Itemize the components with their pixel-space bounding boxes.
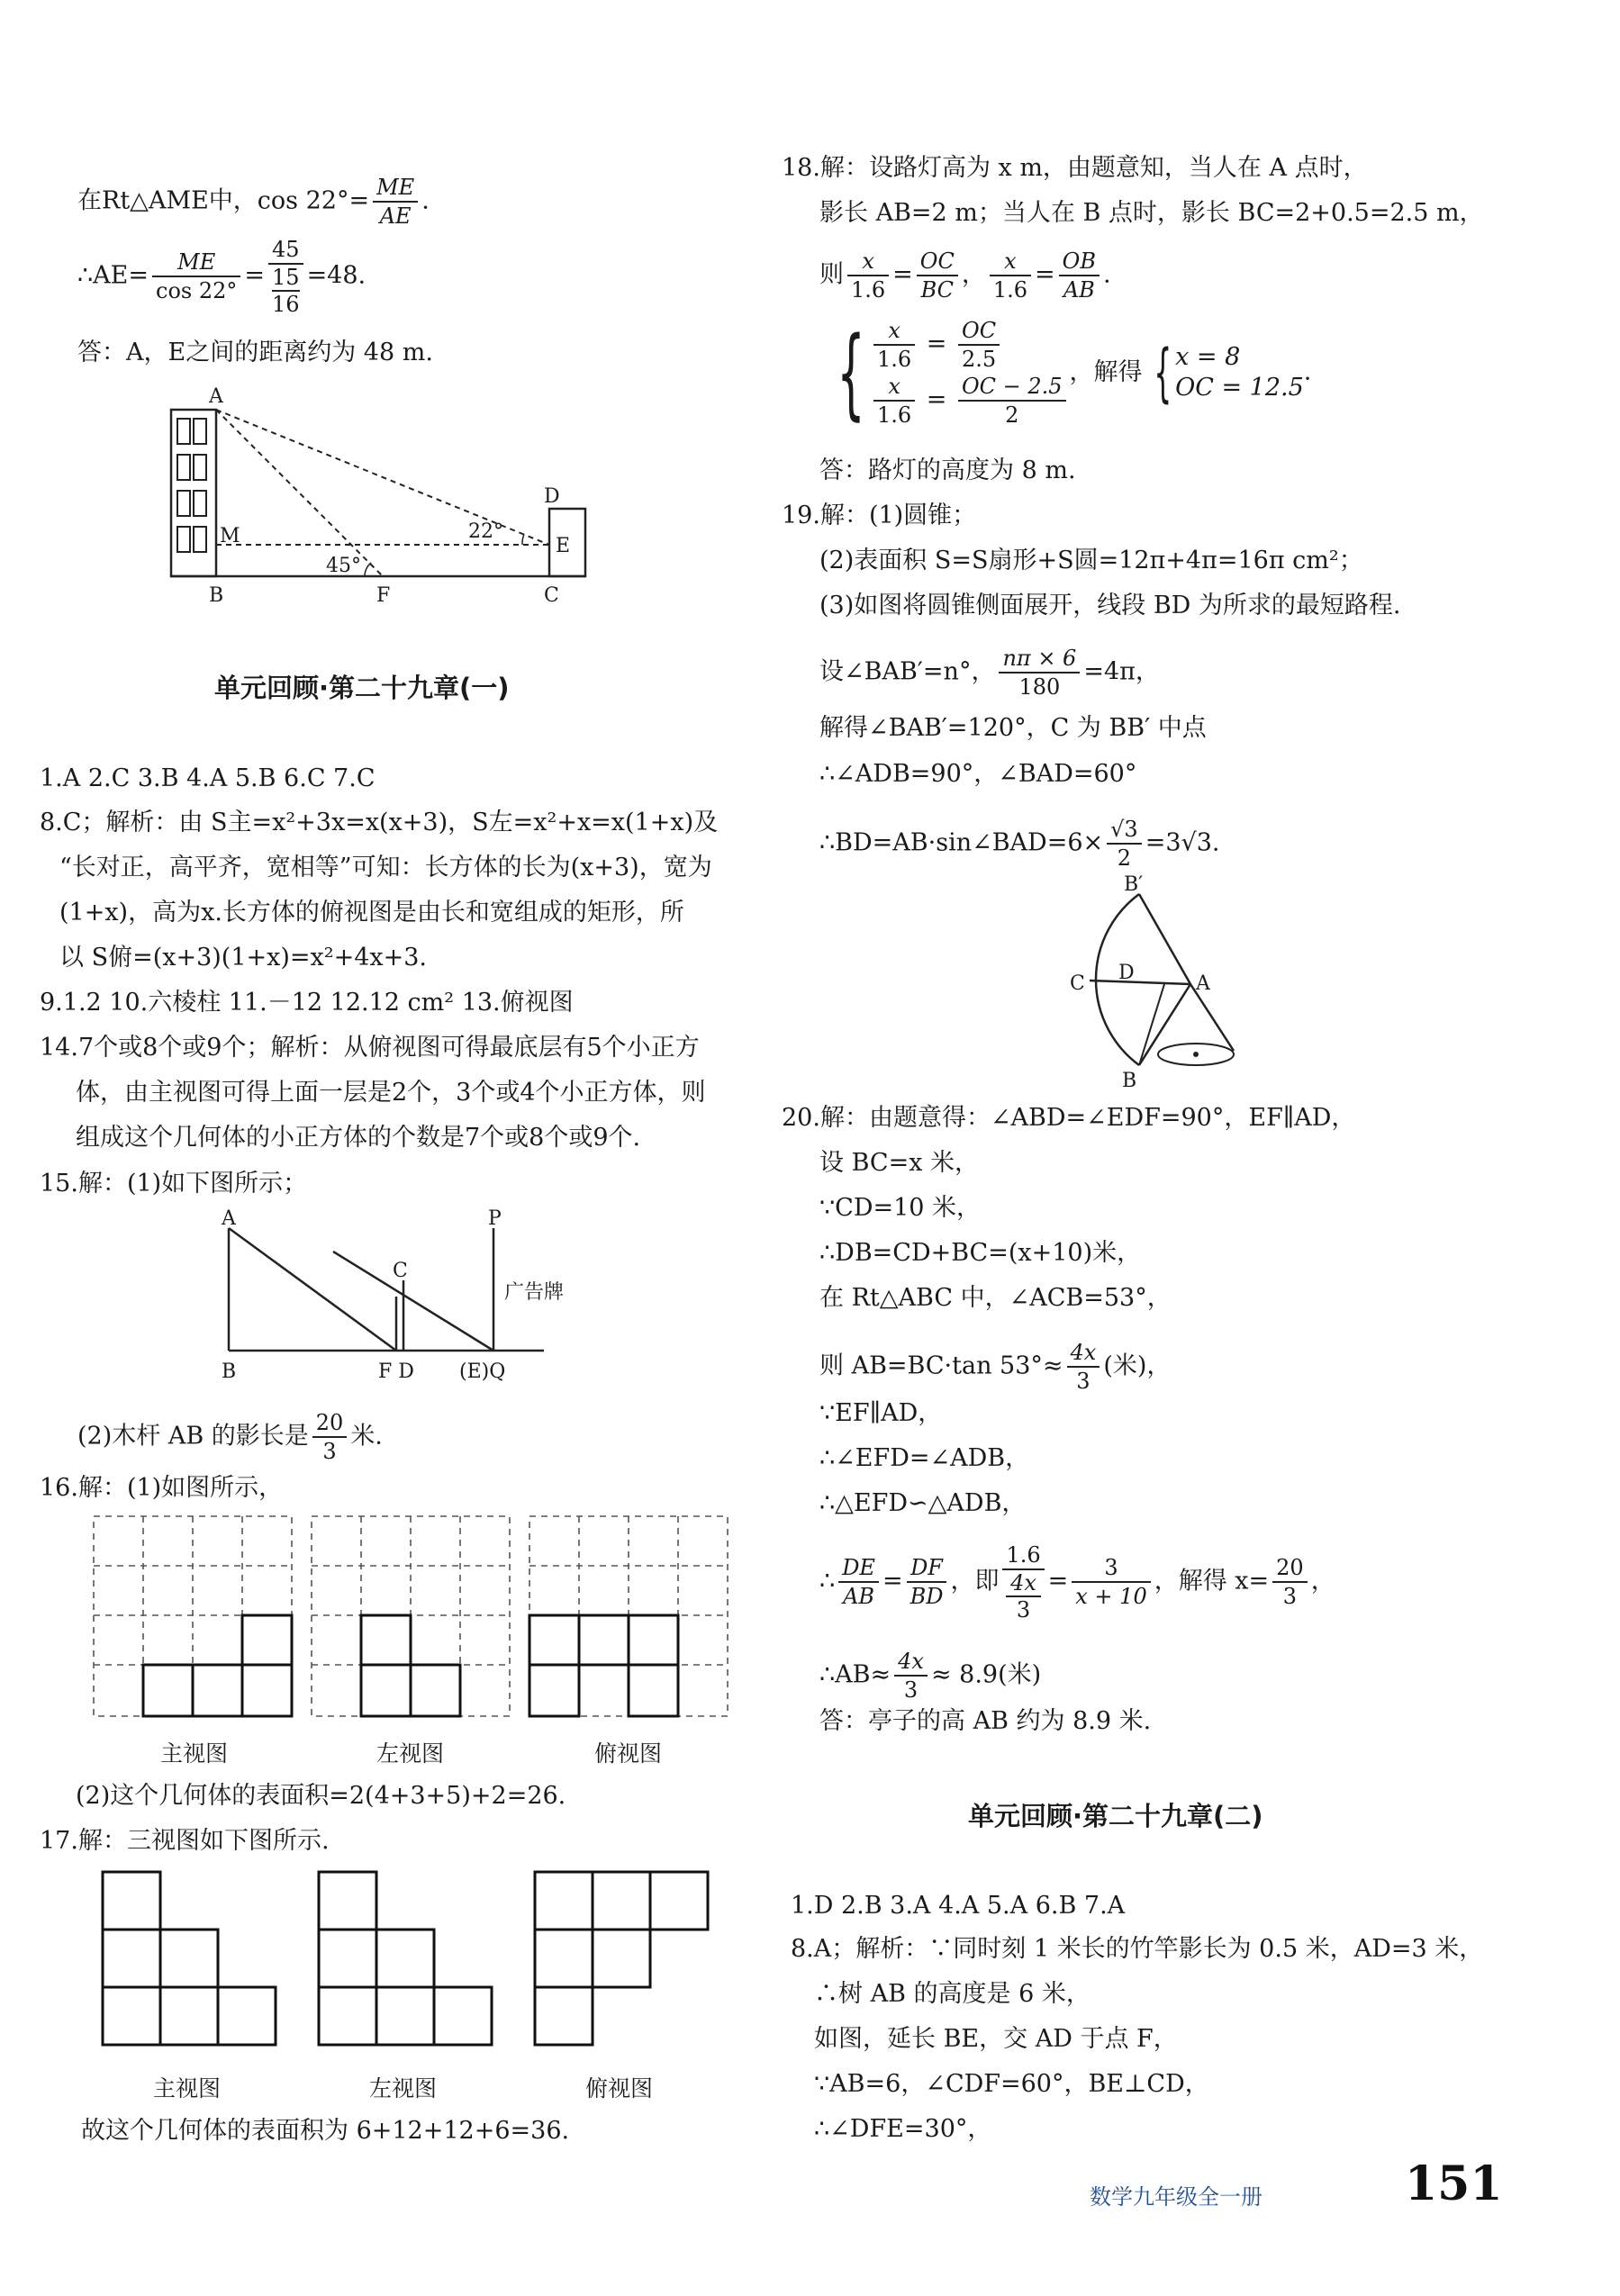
q17-line-a: 17.解：三视图如下图所示. [40, 1827, 330, 1855]
q8-line-c: (1+x)，高为x.长方体的俯视图是由长和宽组成的矩形，所 [59, 899, 684, 927]
fig19-label-D: D [1118, 962, 1135, 984]
fig19-label-C: C [1070, 972, 1085, 995]
p2-q8-line-a: 8.A；解析：∵同时刻 1 米长的竹竿影长为 0.5 米，AD=3 米， [791, 1935, 1484, 1963]
q19-line-f: ∴∠ADB=90°，∠BAD=60° [819, 760, 1137, 788]
left-line-ae: ∴AE= $\frac{ME}{\cos 22^\circ}$ = 45 15 16 =48. [77, 237, 367, 317]
q20-line-h: ∴∠EFD=∠ADB， [819, 1444, 1030, 1472]
q19-line-g: ∴BD=AB·sin∠BAD=6× $\frac{√3}{2}$ =3√3. [819, 817, 1220, 871]
q15-line-b: (2)木杆 AB 的影长是 $\frac{20}{3}$ 米. [77, 1410, 383, 1464]
fig15-label-sign: 广告牌 [504, 1281, 565, 1304]
q20-line-d: ∴DB=CD+BC=(x+10)米， [819, 1239, 1142, 1267]
q18-line-a: 18.解：设路灯高为 x m，由题意知，当人在 A 点时， [782, 154, 1368, 182]
page-number: 151 [1405, 2156, 1503, 2211]
figure-q15-shadow [216, 1207, 567, 1387]
q20-line-c: ∵CD=10 米， [819, 1194, 982, 1222]
answers-9-13: 9.1.2 10.六棱柱 11.－12 12.12 cm² 13.俯视图 [40, 989, 574, 1017]
q20-line-a: 20.解：由题意得：∠ABD=∠EDF=90°，EF∥AD， [782, 1104, 1356, 1132]
fig15-label-FD: F D [378, 1360, 414, 1383]
footer-subject: 数学九年级全一册 [1090, 2184, 1263, 2210]
fig15-label-EQ: (E)Q [459, 1360, 506, 1383]
q17-caption-top: 俯视图 [585, 2075, 654, 2102]
q20-line-b: 设 BC=x 米， [819, 1149, 980, 1177]
q16-caption-front: 主视图 [160, 1740, 229, 1767]
fig1-label-M: M [220, 525, 240, 547]
p2-q8-line-d: ∵AB=6，∠CDF=60°，BE⊥CD， [814, 2070, 1209, 2098]
answers-1-7-a: 1.A 2.C 3.B 4.A 5.B 6.C 7.C [40, 764, 376, 792]
q19-line-d: 设∠BAB′=n°， $\frac{n\pi \times 6}{180}$ =4π， [819, 646, 1160, 700]
q17-three-views [99, 1868, 720, 2048]
section-title-29-2: 单元回顾·第二十九章(二) [968, 1801, 1263, 1831]
q20-line-g: ∵EF∥AD， [819, 1399, 943, 1427]
q16-line-b: (2)这个几何体的表面积=2(4+3+5)+2=26. [76, 1782, 566, 1810]
q19-line-b: (2)表面积 S=S扇形+S圆=12π+4π=16π cm²； [819, 547, 1363, 574]
q20-line-i: ∴△EFD∽△ADB， [819, 1489, 1027, 1517]
left-line-cos22: 在Rt△AME中，cos 22°= $\frac{ME}{AE}$ . [77, 175, 430, 229]
left-answer-48: 答：A，E之间的距离约为 48 m. [77, 339, 433, 366]
fig1-label-F: F [376, 584, 391, 607]
q18-line-b: 影长 AB=2 m；当人在 B 点时，影长 BC=2+0.5=2.5 m， [819, 199, 1484, 227]
q8-line-d: 以 S俯=(x+3)(1+x)=x²+4x+3. [59, 944, 427, 972]
figure-q19-cone [1063, 873, 1243, 1094]
q20-line-k: ∴AB≈ $\frac{4x}{3}$ ≈ 8.9(米) [819, 1649, 1042, 1703]
fig15-label-C: C [393, 1260, 408, 1282]
fig15-label-B: B [222, 1360, 237, 1383]
q19-line-e: 解得∠BAB′=120°，C 为 BB′ 中点 [819, 714, 1207, 742]
q16-caption-top: 俯视图 [594, 1740, 663, 1767]
q18-line-c: 则 $\frac{x}{1.6}$ = $\frac{OC}{BC}$ ， $\frac{x}{1.6}$ = $\frac{OB}{AB}$ . [819, 249, 1111, 303]
q14-line-a: 14.7个或8个或9个；解析：从俯视图可得最底层有5个小正方 [40, 1034, 700, 1062]
fig15-label-A: A [222, 1207, 236, 1230]
fig19-label-A: A [1196, 972, 1210, 995]
fig1-label-E: E [556, 535, 571, 557]
p2-q8-line-e: ∴∠DFE=30°， [814, 2115, 992, 2143]
q16-line-a: 16.解：(1)如图所示， [40, 1474, 284, 1502]
p2-q8-line-c: 如图，延长 BE，交 AD 于点 F， [814, 2025, 1178, 2053]
answers-1-7-b: 1.D 2.B 3.A 4.A 5.A 6.B 7.A [791, 1892, 1126, 1920]
q20-line-j: ∴ $\frac{DE}{AB}$ = $\frac{DF}{BD}$ ，即 1.6 4x 3 = $\frac{3}{x + 10}$ ，解得 x= $\frac{20}{3}$ ， [819, 1542, 1335, 1623]
q14-line-b: 体，由主视图可得上面一层是2个，3个或4个小正方体，则 [76, 1079, 706, 1107]
q14-line-c: 组成这个几何体的小正方体的个数是7个或8个或9个. [76, 1124, 641, 1152]
q18-answer: 答：路灯的高度为 8 m. [819, 456, 1076, 484]
q20-line-e: 在 Rt△ABC 中，∠ACB=53°， [819, 1284, 1172, 1312]
fig1-label-A: A [209, 385, 223, 408]
q8-line-b: “长对正，高平齐，宽相等”可知：长方体的长为(x+3)，宽为 [59, 854, 712, 881]
q19-line-a: 19.解：(1)圆锥； [782, 502, 977, 529]
q20-line-f: 则 AB=BC·tan 53°≈ $\frac{4x}{3}$ (米)， [819, 1340, 1172, 1394]
q16-caption-left: 左视图 [376, 1740, 445, 1767]
p2-q8-line-b: ∴树 AB 的高度是 6 米， [814, 1980, 1091, 2008]
q17-caption-left: 左视图 [369, 2075, 438, 2102]
fig15-label-P: P [488, 1207, 502, 1230]
q8-line-a: 8.C；解析：由 S主=x²+3x=x(x+3)，S左=x²+x=x(1+x)及 [40, 809, 719, 836]
q19-line-c: (3)如图将圆锥侧面展开，线段 BD 为所求的最短路程. [819, 592, 1401, 619]
q18-system: { $\frac{x}{1.6}$ = $\frac{OC}{2.5}$ $\frac{x}{1.6}$ = $\frac{OC - 2.5}{2}$ ，解得 { x = 8 OC = 12.5 . [837, 315, 1312, 430]
fig1-angle-22: 22° [468, 520, 503, 543]
fig1-angle-45: 45° [326, 555, 361, 577]
fig1-label-C: C [544, 584, 559, 607]
q20-answer: 答：亭子的高 AB 约为 8.9 米. [819, 1707, 1152, 1735]
section-title-29-1: 单元回顾·第二十九章(一) [214, 673, 510, 703]
q17-caption-front: 主视图 [153, 2075, 222, 2102]
fig19-label-B-prime: B′ [1124, 873, 1144, 896]
fig1-label-B: B [209, 584, 224, 607]
q16-three-views [90, 1513, 738, 1729]
figure-building-shadow [162, 383, 603, 608]
fig19-label-B: B [1122, 1070, 1137, 1092]
q17-line-b: 故这个几何体的表面积为 6+12+12+6=36. [81, 2117, 570, 2145]
fig1-label-D: D [544, 485, 560, 508]
q15-line-a: 15.解：(1)如下图所示； [40, 1170, 308, 1198]
